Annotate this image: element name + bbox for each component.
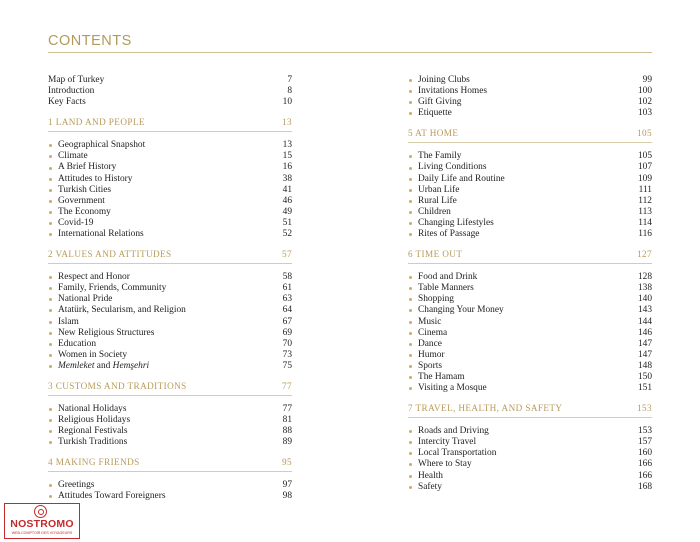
bullet-icon (49, 430, 52, 433)
bullet-icon (409, 222, 412, 225)
toc-entry[interactable]: Dance 147 (408, 339, 652, 350)
toc-entry[interactable]: The Economy 49 (48, 207, 292, 218)
toc-entry[interactable]: Education 70 (48, 339, 292, 350)
toc-entry[interactable]: Sports 148 (408, 361, 652, 372)
bullet-icon (409, 112, 412, 115)
toc-entry[interactable]: Invitations Homes 100 (408, 86, 652, 97)
toc-entry[interactable]: Rites of Passage 116 (408, 229, 652, 240)
bullet-icon (49, 211, 52, 214)
toc-entry[interactable]: Cinema 146 (408, 328, 652, 339)
bullet-icon (49, 495, 52, 498)
bullet-icon (49, 144, 52, 147)
bullet-icon (49, 222, 52, 225)
bullet-icon (409, 298, 412, 301)
toc-entry[interactable]: Health 166 (408, 471, 652, 482)
toc-entry[interactable]: Visiting a Mosque 151 (408, 383, 652, 394)
bullet-icon (49, 233, 52, 236)
bullet-icon (409, 343, 412, 346)
toc-entry[interactable]: Covid-19 51 (48, 218, 292, 229)
bullet-icon (49, 354, 52, 357)
bullet-icon (409, 233, 412, 236)
toc-entry[interactable]: Shopping 140 (408, 294, 652, 305)
title-rule (48, 52, 652, 53)
toc-entry[interactable]: The Family 105 (408, 151, 652, 162)
bullet-icon (49, 276, 52, 279)
bullet-icon (409, 321, 412, 324)
toc-entry[interactable]: Islam 67 (48, 317, 292, 328)
bullet-icon (49, 178, 52, 181)
bullet-icon (409, 200, 412, 203)
toc-entry[interactable]: Table Manners 138 (408, 283, 652, 294)
toc-entry[interactable]: Atatürk, Secularism, and Religion 64 (48, 305, 292, 316)
toc-entry[interactable]: Turkish Cities 41 (48, 185, 292, 196)
toc-entry[interactable]: Children 113 (408, 207, 652, 218)
toc-entry[interactable]: National Pride 63 (48, 294, 292, 305)
bullet-icon (409, 452, 412, 455)
ship-wheel-icon (34, 505, 47, 518)
toc-entry[interactable]: Respect and Honor 58 (48, 272, 292, 283)
section-heading-4[interactable]: 4 MAKING FRIENDS 95 (48, 457, 292, 472)
toc-entry[interactable]: Safety 168 (408, 482, 652, 493)
toc-entry[interactable]: International Relations 52 (48, 229, 292, 240)
toc-entry[interactable]: Food and Drink 128 (408, 272, 652, 283)
bullet-icon (409, 486, 412, 489)
toc-entry[interactable]: Changing Your Money 143 (408, 305, 652, 316)
bullet-icon (49, 408, 52, 411)
section-heading-7[interactable]: 7 TRAVEL, HEALTH, AND SAFETY 153 (408, 403, 652, 418)
bullet-icon (49, 441, 52, 444)
toc-entry[interactable]: Family, Friends, Community 61 (48, 283, 292, 294)
bullet-icon (49, 287, 52, 290)
bullet-icon (49, 343, 52, 346)
bullet-icon (49, 365, 52, 368)
page-title: CONTENTS (48, 33, 132, 49)
toc-entry[interactable]: Map of Turkey 7 (48, 75, 292, 85)
toc-entry[interactable]: Greetings 97 (48, 480, 292, 491)
bullet-icon (409, 211, 412, 214)
bullet-icon (409, 79, 412, 82)
toc-entry[interactable]: Introduction 8 (48, 86, 292, 97)
bullet-icon (49, 167, 52, 170)
toc-entry[interactable]: Turkish Traditions 89 (48, 437, 292, 448)
bullet-icon (409, 178, 412, 181)
bullet-icon (49, 332, 52, 335)
toc-entry[interactable]: Rural Life 112 (408, 196, 652, 207)
bullet-icon (409, 463, 412, 466)
bullet-icon (49, 419, 52, 422)
toc-entry[interactable]: Humor 147 (408, 350, 652, 361)
bullet-icon (409, 441, 412, 444)
toc-right-column (408, 75, 652, 493)
toc-entry[interactable]: New Religious Structures 69 (48, 328, 292, 339)
bullet-icon (409, 101, 412, 104)
bullet-icon (409, 167, 412, 170)
toc-entry[interactable]: Local Transportation 160 (408, 448, 652, 459)
bullet-icon (49, 155, 52, 158)
toc-entry[interactable]: Roads and Driving 153 (408, 426, 652, 437)
toc-entry[interactable]: Women in Society 73 (48, 350, 292, 361)
bullet-icon (409, 276, 412, 279)
toc-entry[interactable]: Geographical Snapshot 13 (48, 140, 292, 151)
toc-entry[interactable]: National Holidays 77 (48, 404, 292, 415)
toc-entry[interactable]: Music 144 (408, 317, 652, 328)
logo-tagline: WEB-COMPTOIR DES VOYAGEURS (11, 531, 73, 535)
bullet-icon (409, 354, 412, 357)
toc-entry[interactable]: Memleket and Hemşehri 75 (48, 361, 292, 372)
bullet-icon (409, 155, 412, 158)
toc-entry[interactable]: Key Facts 10 (48, 97, 292, 108)
bullet-icon (409, 189, 412, 192)
bullet-icon (49, 200, 52, 203)
toc-entry[interactable]: Attitudes to History 38 (48, 174, 292, 185)
bullet-icon (409, 90, 412, 93)
toc-entry[interactable]: Etiquette 103 (408, 108, 652, 119)
toc-entry[interactable]: Government 46 (48, 196, 292, 207)
bullet-icon (409, 387, 412, 390)
section-heading-1[interactable]: 1 LAND AND PEOPLE 13 (48, 117, 292, 132)
bullet-icon (409, 365, 412, 368)
logo-name: NOSTROMO (10, 518, 74, 530)
bullet-icon (49, 309, 52, 312)
toc-entry[interactable]: A Brief History 16 (48, 162, 292, 173)
bullet-icon (49, 484, 52, 487)
bullet-icon (49, 189, 52, 192)
toc-entry[interactable]: Urban Life 111 (408, 185, 652, 196)
toc-entry[interactable]: Religious Holidays 81 (48, 415, 292, 426)
section-heading-3[interactable]: 3 CUSTOMS AND TRADITIONS 77 (48, 381, 292, 396)
toc-entry[interactable]: Gift Giving 102 (408, 97, 652, 108)
toc-entry[interactable]: Living Conditions 107 (408, 162, 652, 173)
toc-entry[interactable]: Joining Clubs 99 (408, 75, 652, 86)
section-heading-2[interactable]: 2 VALUES AND ATTITUDES 57 (48, 249, 292, 264)
bullet-icon (409, 332, 412, 335)
toc-entry[interactable]: Attitudes Toward Foreigners 98 (48, 491, 292, 502)
bullet-icon (409, 309, 412, 312)
bullet-icon (409, 475, 412, 478)
toc-entry[interactable]: Climate 15 (48, 151, 292, 162)
nostromo-logo (4, 503, 80, 539)
toc-left-column (48, 75, 292, 503)
section-heading-5[interactable]: 5 AT HOME 105 (408, 128, 652, 143)
bullet-icon (49, 298, 52, 301)
toc-entry[interactable]: Regional Festivals 88 (48, 426, 292, 437)
section-heading-6[interactable]: 6 TIME OUT 127 (408, 249, 652, 264)
toc-entry[interactable]: Where to Stay 166 (408, 459, 652, 470)
bullet-icon (409, 430, 412, 433)
toc-entry[interactable]: Intercity Travel 157 (408, 437, 652, 448)
toc-entry[interactable]: Daily Life and Routine 109 (408, 174, 652, 185)
bullet-icon (409, 287, 412, 290)
toc-entry[interactable]: The Hamam 150 (408, 372, 652, 383)
bullet-icon (49, 321, 52, 324)
toc-entry[interactable]: Changing Lifestyles 114 (408, 218, 652, 229)
bullet-icon (409, 376, 412, 379)
